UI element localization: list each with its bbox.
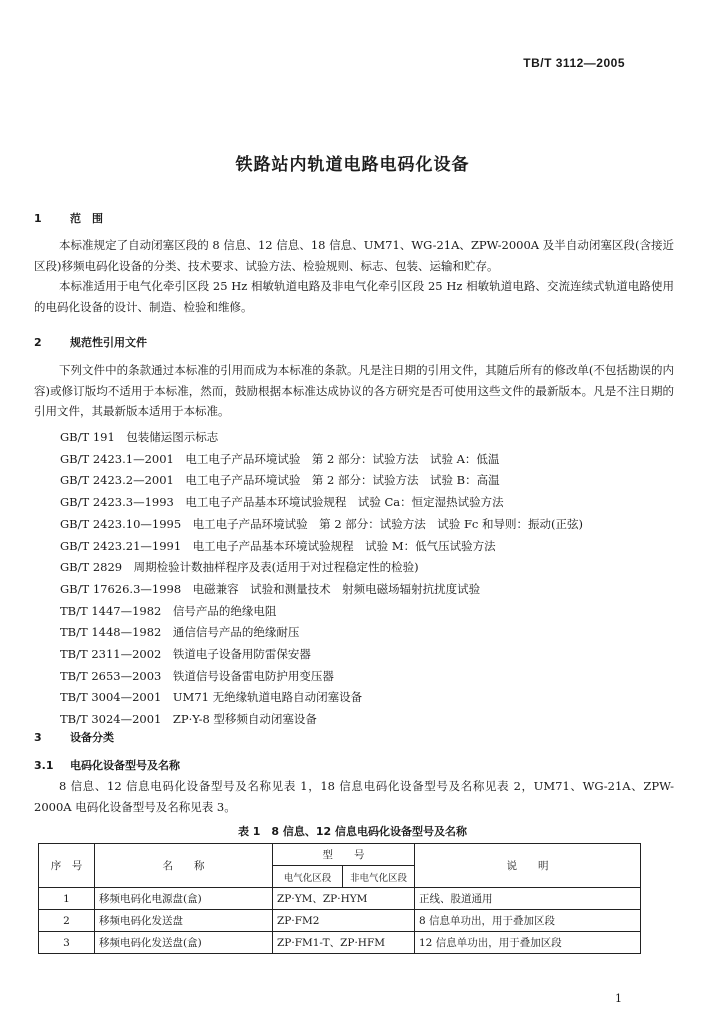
section-1-heading xyxy=(34,210,103,226)
section-1-paragraph: 本标准适用于电气化牵引区段 25 Hz 相敏轨道电路及非电气化牵引区段 25 Hz 相敏轨道电路、交流连续式轨道电路使用的电码化设备的设计、制造、检验和维修。 xyxy=(34,279,674,314)
section-3-1-body xyxy=(34,776,674,817)
cell-seq: 3 xyxy=(39,932,95,954)
column-header-model: 型 号 xyxy=(273,844,415,866)
standard-code: TB/T 3112—2005 xyxy=(523,56,625,70)
section-2-number: 2 xyxy=(34,336,42,349)
section-2-paragraph: 下列文件中的条款通过本标准的引用而成为本标准的条款。凡是注日期的引用文件，其随后所有的修改单(不包括勘误的内容)或修订版均不适用于本标准，然而，鼓励根据本标准达成协议的各方研究是否可使用这些文件的最新版本。凡是不注日期的引用文件，其最新版本适用于本标准。 xyxy=(34,363,674,418)
table-1-caption: 表 1 8 信息、12 信息电码化设备型号及名称 xyxy=(237,825,468,838)
section-3-number: 3 xyxy=(34,731,42,744)
reference-item: GB/T 17626.3—1998 电磁兼容 试验和测量技术 射频电磁场辐射抗扰度试验 xyxy=(60,581,481,596)
cell-seq: 1 xyxy=(39,888,95,910)
column-header-name: 名 称 xyxy=(95,844,273,888)
section-3-1-heading xyxy=(34,757,180,773)
table-1 xyxy=(38,843,641,954)
cell-name: 移频电码化电源盘(盒) xyxy=(95,888,273,910)
cell-model: ZP·FM1-T、ZP·HFM xyxy=(273,932,415,954)
section-3-1-title: 电码化设备型号及名称 xyxy=(70,759,180,772)
cell-seq: 2 xyxy=(39,910,95,932)
section-2-body xyxy=(34,360,674,422)
section-3-1-paragraph: 8 信息、12 信息电码化设备型号及名称见表 1，18 信息电码化设备型号及名称见表 2，UM71、WG-21A、ZPW-2000A 电码化设备型号及名称见表 3。 xyxy=(34,779,674,814)
cell-note: 8 信息单功出，用于叠加区段 xyxy=(415,910,641,932)
reference-list xyxy=(60,427,583,731)
cell-note: 12 信息单功出，用于叠加区段 xyxy=(415,932,641,954)
section-3-1-number: 3.1 xyxy=(34,759,54,772)
page-number: 1 xyxy=(615,992,622,1005)
reference-item: GB/T 2423.2—2001 电工电子产品环境试验 第 2 部分：试验方法 试验 B：高温 xyxy=(60,473,500,488)
cell-note: 正线、股道通用 xyxy=(415,888,641,910)
reference-item: TB/T 1447—1982 信号产品的绝缘电阻 xyxy=(60,603,277,618)
section-2-heading xyxy=(34,334,147,350)
section-1-paragraph: 本标准规定了自动闭塞区段的 8 信息、12 信息、18 信息、UM71、WG-21A、ZPW-2000A 及半自动闭塞区段(含接近区段)移频电码化设备的分类、技术要求、试验方法、检验规则、标志、包装、运输和贮存。 xyxy=(34,238,674,273)
column-header-non-electrified: 非电气化区段 xyxy=(343,866,415,888)
column-header-electrified: 电气化区段 xyxy=(273,866,343,888)
reference-item: GB/T 2423.21—1991 电工电子产品基本环境试验规程 试验 M：低气压试验方法 xyxy=(60,538,496,553)
section-3-heading xyxy=(34,729,114,745)
cell-name: 移频电码化发送盘(盒) xyxy=(95,932,273,954)
cell-name: 移频电码化发送盘 xyxy=(95,910,273,932)
column-header-seq: 序 号 xyxy=(39,844,95,888)
reference-item: TB/T 1448—1982 通信信号产品的绝缘耐压 xyxy=(60,625,300,640)
table-row xyxy=(39,932,641,954)
reference-item: GB/T 2423.1—2001 电工电子产品环境试验 第 2 部分：试验方法 试验 A：低温 xyxy=(60,451,500,466)
table-row xyxy=(39,888,641,910)
document-title: 铁路站内轨道电路电码化设备 xyxy=(235,155,470,175)
reference-item: TB/T 3004—2001 UM71 无绝缘轨道电路自动闭塞设备 xyxy=(60,690,363,705)
section-3-title: 设备分类 xyxy=(70,731,114,744)
section-2-title: 规范性引用文件 xyxy=(70,336,147,349)
reference-item: GB/T 2423.10—1995 电工电子产品环境试验 第 2 部分：试验方法 试验 Fc 和导则：振动(正弦) xyxy=(60,516,583,531)
cell-model: ZP·FM2 xyxy=(273,910,415,932)
section-1-title: 范 围 xyxy=(70,212,103,225)
reference-item: TB/T 2653—2003 铁道信号设备雷电防护用变压器 xyxy=(60,668,334,683)
reference-item: GB/T 2423.3—1993 电工电子产品基本环境试验规程 试验 Ca：恒定湿热试验方法 xyxy=(60,495,504,510)
reference-item: GB/T 191 包装储运图示标志 xyxy=(60,430,219,444)
column-header-note: 说 明 xyxy=(415,844,641,888)
reference-item: GB/T 2829 周期检验计数抽样程序及表(适用于对过程稳定性的检验) xyxy=(60,560,419,575)
section-1-body xyxy=(34,235,674,317)
cell-model: ZP·YM、ZP·HYM xyxy=(273,888,415,910)
reference-item: TB/T 2311—2002 铁道电子设备用防雷保安器 xyxy=(60,647,311,662)
reference-item: TB/T 3024—2001 ZP·Y-8 型移频自动闭塞设备 xyxy=(60,712,317,727)
table-row xyxy=(39,910,641,932)
section-1-number: 1 xyxy=(34,212,42,225)
